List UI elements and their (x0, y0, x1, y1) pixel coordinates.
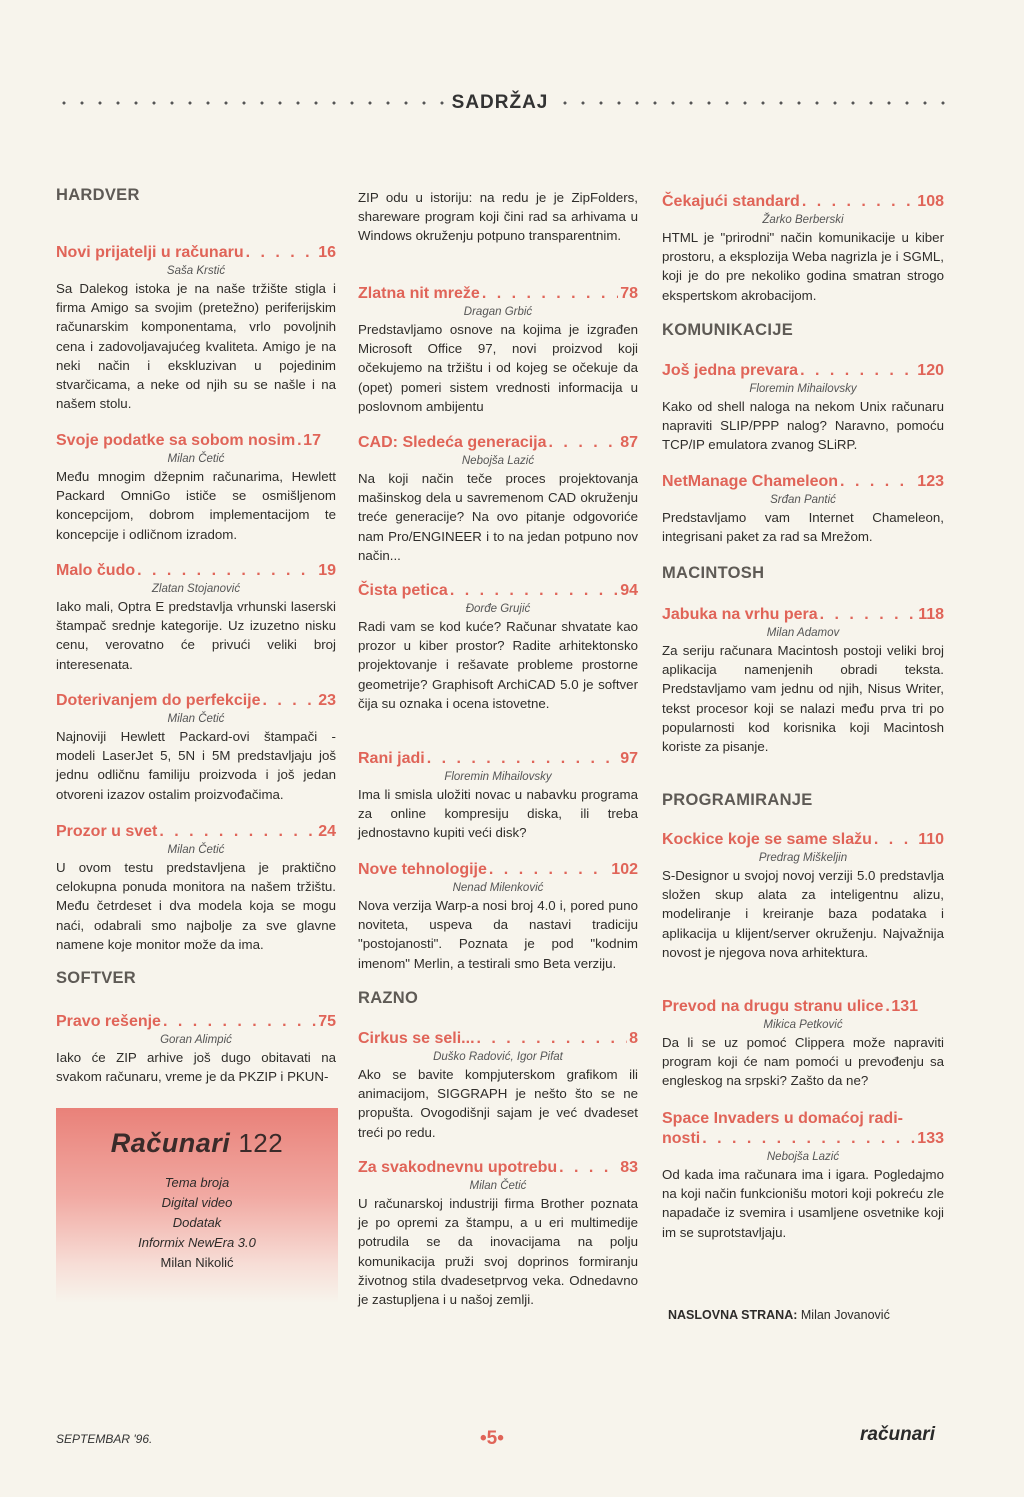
toc-entry[interactable] (662, 472, 944, 546)
entry-title: Za svakodnevnu upotrebu (358, 1159, 558, 1176)
entry-summary: Iako će ZIP arhive još dugo obitavati na svakom računaru, vreme je da PKZIP i PKUN- (56, 1050, 336, 1085)
continued-text: ZIP odu u istoriju: na redu je je ZipFolders, shareware program koji čini rad sa arhivama u Windows okruženju potpuno transparentnim. (358, 190, 638, 244)
entry-title-line-1: Space Invaders u domaćoj radi- (662, 1110, 903, 1127)
entry-author: Nebojša Lazić (766, 1151, 840, 1163)
entry-page: 110 (918, 831, 944, 848)
entry-author: Nebojša Lazić (461, 455, 535, 467)
entry-page: 83 (620, 1159, 638, 1176)
toc-entry[interactable] (56, 431, 336, 544)
entry-title: Prevod na drugu stranu ulice (662, 998, 884, 1015)
entry-title-row (56, 1012, 336, 1032)
entry-summary: Da li se uz pomoć Clippera može napraviti program koji će nam pomoći u prevođenju sa engleskog na srpski? Zašto da ne? (662, 1035, 944, 1089)
section-softver: SOFTVER (56, 969, 137, 987)
entry-author: Srđan Pantić (770, 494, 836, 506)
entry-summary: Ako se bavite kompjuterskom grafikom ili animacijom, SIGGRAPH je nešto što se ne propušta. Ovogodišnji sajam je već dvadeset treći po redu. (358, 1067, 638, 1140)
entry-title: CAD: Sledeća generacija (358, 434, 547, 451)
entry-author: Milan Četić (167, 844, 225, 856)
toc-entry[interactable] (358, 749, 638, 843)
entry-title-row (662, 472, 944, 492)
entry-summary: Od kada ima računara ima i igara. Pogledajmo na koji način funkcionišu motori koji pokreću zle napadače iz svemira i usamljene osvetnike koji im se suprotstavljaju. (662, 1167, 944, 1240)
entry-page: 133 (917, 1130, 944, 1147)
promo-brand-name: Računari (110, 1128, 231, 1158)
leader-dots (885, 997, 889, 1017)
leader-dots (820, 605, 917, 625)
section-macintosh: MACINTOSH (662, 564, 765, 582)
promo-brand (56, 1128, 338, 1159)
entry-page: 102 (611, 861, 638, 878)
entry-author: Milan Četić (167, 453, 225, 465)
section-programiranje: PROGRAMIRANJE (662, 791, 813, 809)
entry-page: 97 (620, 750, 638, 767)
promo-line: Milan Nikolić (160, 1255, 234, 1270)
toc-entry[interactable] (662, 997, 944, 1091)
entry-page: 123 (917, 473, 944, 490)
leader-dots (482, 284, 618, 304)
entry-title-row (56, 561, 336, 581)
entry-title-row (662, 192, 944, 212)
toc-entry[interactable] (358, 284, 638, 416)
section-hardver: HARDVER (56, 186, 140, 204)
header-dots-left (55, 100, 444, 106)
entry-title-row (56, 822, 336, 842)
entry-summary: HTML je "prirodni" način komunikacije u kiber prostoru, a eksplozija Weba nagrizla je i SGML, koji je do pre nekoliko godina smatran strogo ekspertskom akrobacijom. (662, 230, 944, 303)
entry-page: 8 (629, 1030, 638, 1047)
entry-author: Saša Krstić (166, 265, 226, 277)
entry-page: 131 (891, 998, 919, 1015)
entry-title: Rani jadi (358, 750, 425, 767)
entry-title-row (56, 431, 336, 451)
entry-title: Čista petica (358, 582, 448, 599)
header-dots-right (556, 100, 945, 106)
footer-date: SEPTEMBAR '96. (56, 1432, 153, 1446)
promo-line: Dodatak (172, 1215, 222, 1230)
entry-title-row (56, 691, 336, 711)
promo-issue-number: 122 (238, 1128, 284, 1158)
entry-summary: Radi vam se kod kuće? Računar shvatate kao prozor u kiber prostor? Radite arhitektonsko projektovanje i rešavate probleme prostorne geometrije? Graphisoft ArchiCAD 5.0 je softver čija su oznaka i ocena istovetne. (358, 619, 638, 711)
footer-page-number: •5• (480, 1428, 504, 1449)
entry-summary: Najnoviji Hewlett Packard-ovi štampači - modeli LaserJet 5, 5N i 5M predstavljaju još jednu odličnu familiju proizvoda i još jedan otvoreni izazov ostalim proizvođačima. (56, 729, 336, 802)
entry-page: 120 (917, 362, 944, 379)
leader-dots (802, 192, 915, 212)
leader-dots (702, 1129, 915, 1149)
entry-title: Zlatna nit mreže (358, 285, 480, 302)
entry-summary: Predstavljamo vam Internet Chameleon, integrisani paket za rad sa Mrežom. (662, 510, 944, 545)
leader-dots (159, 822, 316, 842)
entry-author: Predrag Miškeljin (758, 852, 848, 864)
entry-title: Čekajući standard (662, 193, 800, 210)
section-razno: RAZNO (358, 989, 419, 1007)
toc-entry[interactable] (358, 581, 638, 713)
entry-author: Goran Alimpić (160, 1034, 232, 1046)
entry-summary: Sa Dalekog istoka je na naše tržište stigla i firma Amigo sa svojim (pretežno) periferijskim računarskim komponentama, vrlo povoljnih cena i zadovoljavajućeg kvaliteta. Amigo je na neki način i ekskluzivan u pojedinim stvarčicama, a neke od njih su se našle i na našem stolu. (56, 281, 336, 412)
entry-page: 78 (620, 285, 638, 302)
issue-promo-box (56, 1108, 338, 1303)
leader-dots (263, 691, 317, 711)
entry-author: Nenad Milenković (452, 882, 544, 894)
entry-title: NetManage Chameleon (662, 473, 839, 490)
entry-author: Floremin Mihailovsky (444, 771, 552, 783)
entry-author: Žarko Berberski (762, 214, 844, 226)
entry-summary: Među mnogim džepnim računarima, Hewlett Packard OmniGo ističe se osmišljenom koncepcijom, dobrom implementacijom te koncepcije i odličnom izradom. (56, 469, 336, 542)
toc-entry[interactable] (358, 1158, 638, 1309)
entry-page: 118 (918, 606, 944, 623)
toc-entry[interactable] (662, 1109, 944, 1242)
entry-summary: U računarskoj industriji firma Brother poznata je po opremi za štampu, a u eri multimedije potrudila se da inovacijama na polju komunikacija pruži svoj doprinos formiranju životnog stila dvadesetprvog veka. Odnedavno je zastupljena i u našoj zemlji. (358, 1196, 638, 1308)
entry-page: 17 (303, 432, 321, 449)
cover-credit-name: Milan Jovanović (800, 1308, 890, 1322)
entry-title-row (662, 1129, 944, 1149)
entry-page: 75 (318, 1013, 336, 1030)
page-title: SADRŽAJ (451, 92, 549, 113)
entry-title-row (358, 860, 638, 880)
entry-author: Milan Četić (469, 1180, 527, 1192)
leader-dots (489, 860, 609, 880)
entry-title-row (358, 1029, 638, 1049)
entry-title-row (662, 605, 944, 625)
leader-dots (450, 581, 618, 601)
entry-summary: S-Designor u svojoj novoj verziji 5.0 predstavlja složen skup alata za inteligentnu alizu, modeliranje i kreiranje baza podataka i aplikacija u klijent/server okruženju. Najvažnija novost je njegova nova arhitektura. (662, 868, 944, 960)
entry-title: Kockice koje se same slažu (662, 831, 872, 848)
entry-page: 16 (318, 244, 336, 261)
entry-title: Malo čudo (56, 562, 136, 579)
toc-entry[interactable] (358, 860, 638, 973)
entry-title: Pravo rešenje (56, 1013, 161, 1030)
leader-dots (840, 472, 915, 492)
promo-line: Digital video (161, 1195, 233, 1210)
toc-entry[interactable] (662, 361, 944, 455)
leader-dots (549, 433, 619, 453)
entry-title-row (358, 1158, 638, 1178)
entry-title: Nove tehnologije (358, 861, 487, 878)
entry-title: Još jedna prevara (662, 362, 799, 379)
entry-author: Dragan Grbić (463, 306, 533, 318)
promo-line: Informix NewEra 3.0 (138, 1235, 256, 1250)
entry-title: Doterivanjem do perfekcije (56, 692, 261, 709)
entry-title-row (358, 433, 638, 453)
entry-author: Milan Adamov (766, 627, 840, 639)
entry-author: Zlatan Stojanović (151, 583, 241, 595)
entry-title-row (56, 243, 336, 263)
toc-entry[interactable] (56, 1012, 336, 1086)
entry-page: 94 (620, 582, 638, 599)
entry-title: Prozor u svet (56, 823, 158, 840)
cover-credit (668, 1308, 890, 1322)
leader-dots (477, 1029, 628, 1049)
entry-title-row (662, 361, 944, 381)
section-komunikacije: KOMUNIKACIJE (662, 321, 794, 339)
entry-author: Floremin Mihailovsky (749, 383, 857, 395)
toc-entry[interactable] (662, 605, 944, 756)
entry-title-row (358, 284, 638, 304)
entry-page: 19 (318, 562, 336, 579)
page-header (55, 92, 945, 114)
entry-author: Mikica Petković (763, 1019, 843, 1031)
cover-credit-label: NASLOVNA STRANA: (668, 1308, 798, 1322)
entry-author: Duško Radović, Igor Pifat (433, 1051, 563, 1063)
entry-title: Cirkus se seli... (358, 1030, 475, 1047)
toc-entry[interactable] (56, 822, 336, 954)
entry-summary: Kako od shell naloga na nekom Unix računaru napraviti SLIP/PPP nalog? Naravno, pomoću TCP/IP emulatora zvanog SLiRP. (662, 399, 944, 453)
entry-summary: Za seriju računara Macintosh postoji veliki broj aplikacija namenjenih obradi teksta. Predstavljamo vam jednu od njih, Nisus Writer, tekst procesor koji se nalazi među prva tri po popularnosti kod korisnika koji Macintosh koriste za pisanje. (662, 643, 944, 755)
entry-title: Novi prijatelji u računaru (56, 244, 244, 261)
leader-dots (246, 243, 317, 263)
entry-page: 108 (917, 193, 944, 210)
toc-entry[interactable] (662, 192, 944, 305)
footer-logo: računari (860, 1424, 935, 1445)
entry-page: 87 (620, 434, 638, 451)
entry-title: Svoje podatke sa sobom nosim (56, 432, 296, 449)
toc-entry[interactable] (358, 433, 638, 565)
entry-author: Đorđe Grujić (465, 603, 531, 615)
toc-entry[interactable] (358, 1029, 638, 1142)
leader-dots (427, 749, 619, 769)
entry-title-row (662, 997, 944, 1017)
entry-title-line-2: nosti (662, 1130, 701, 1147)
toc-entry[interactable] (56, 243, 336, 413)
leader-dots (874, 830, 916, 850)
entry-summary: Iako mali, Optra E predstavlja vrhunski laserski štampač srednje kategorije. Uz izuzetno nisku cenu, verovatno će privući veliki broj interesenata. (56, 599, 336, 672)
entry-title-row (358, 581, 638, 601)
entry-summary: U ovom testu predstavljena je praktično celokupna ponuda monitora na našem tržištu. Među četrdeset i dva modela koja se mogu naći, odabrali smo najbolje za sve glavne namene koje monitor može da ima. (56, 860, 336, 952)
entry-page: 24 (318, 823, 336, 840)
entry-summary: Nova verzija Warp-a nosi broj 4.0 i, pored puno noviteta, uspeva da nastavi tradiciju "postojanosti". Poznata je pod "kodnim imenom" Merlin, a testirali smo Beta verziju. (358, 898, 638, 971)
entry-summary: Ima li smisla uložiti novac u nabavku programa za online kompresiju diska, ili treba jednostavno kupiti veći disk? (358, 787, 638, 841)
toc-entry[interactable] (56, 561, 336, 674)
toc-entry[interactable] (56, 691, 336, 804)
entry-title: Jabuka na vrhu pera (662, 606, 818, 623)
entry-title-row (358, 749, 638, 769)
entry-summary: Predstavljamo osnove na kojima je izgrađen Microsoft Office 97, novi proizvod koji očekujemo na tržištu i od kojeg se očekuje da (opet) pomeri sistem vrednosti informacija u poslovnom ambijentu (358, 322, 638, 414)
leader-dots (559, 1158, 618, 1178)
leader-dots (297, 431, 301, 451)
entry-title-row (662, 830, 944, 850)
entry-page: 23 (318, 692, 336, 709)
toc-entry[interactable] (662, 830, 944, 962)
entry-author: Milan Četić (167, 713, 225, 725)
leader-dots (800, 361, 915, 381)
leader-dots (137, 561, 316, 581)
promo-line: Tema broja (164, 1175, 230, 1190)
leader-dots (163, 1012, 316, 1032)
entry-summary: Na koji način teče proces projektovanja mašinskog dela u savremenom CAD okruženju treće generacije? Na ovo pitanje odgovoriće nam Pro/ENGINEER i to na jedan potpuno nov način... (358, 471, 638, 563)
